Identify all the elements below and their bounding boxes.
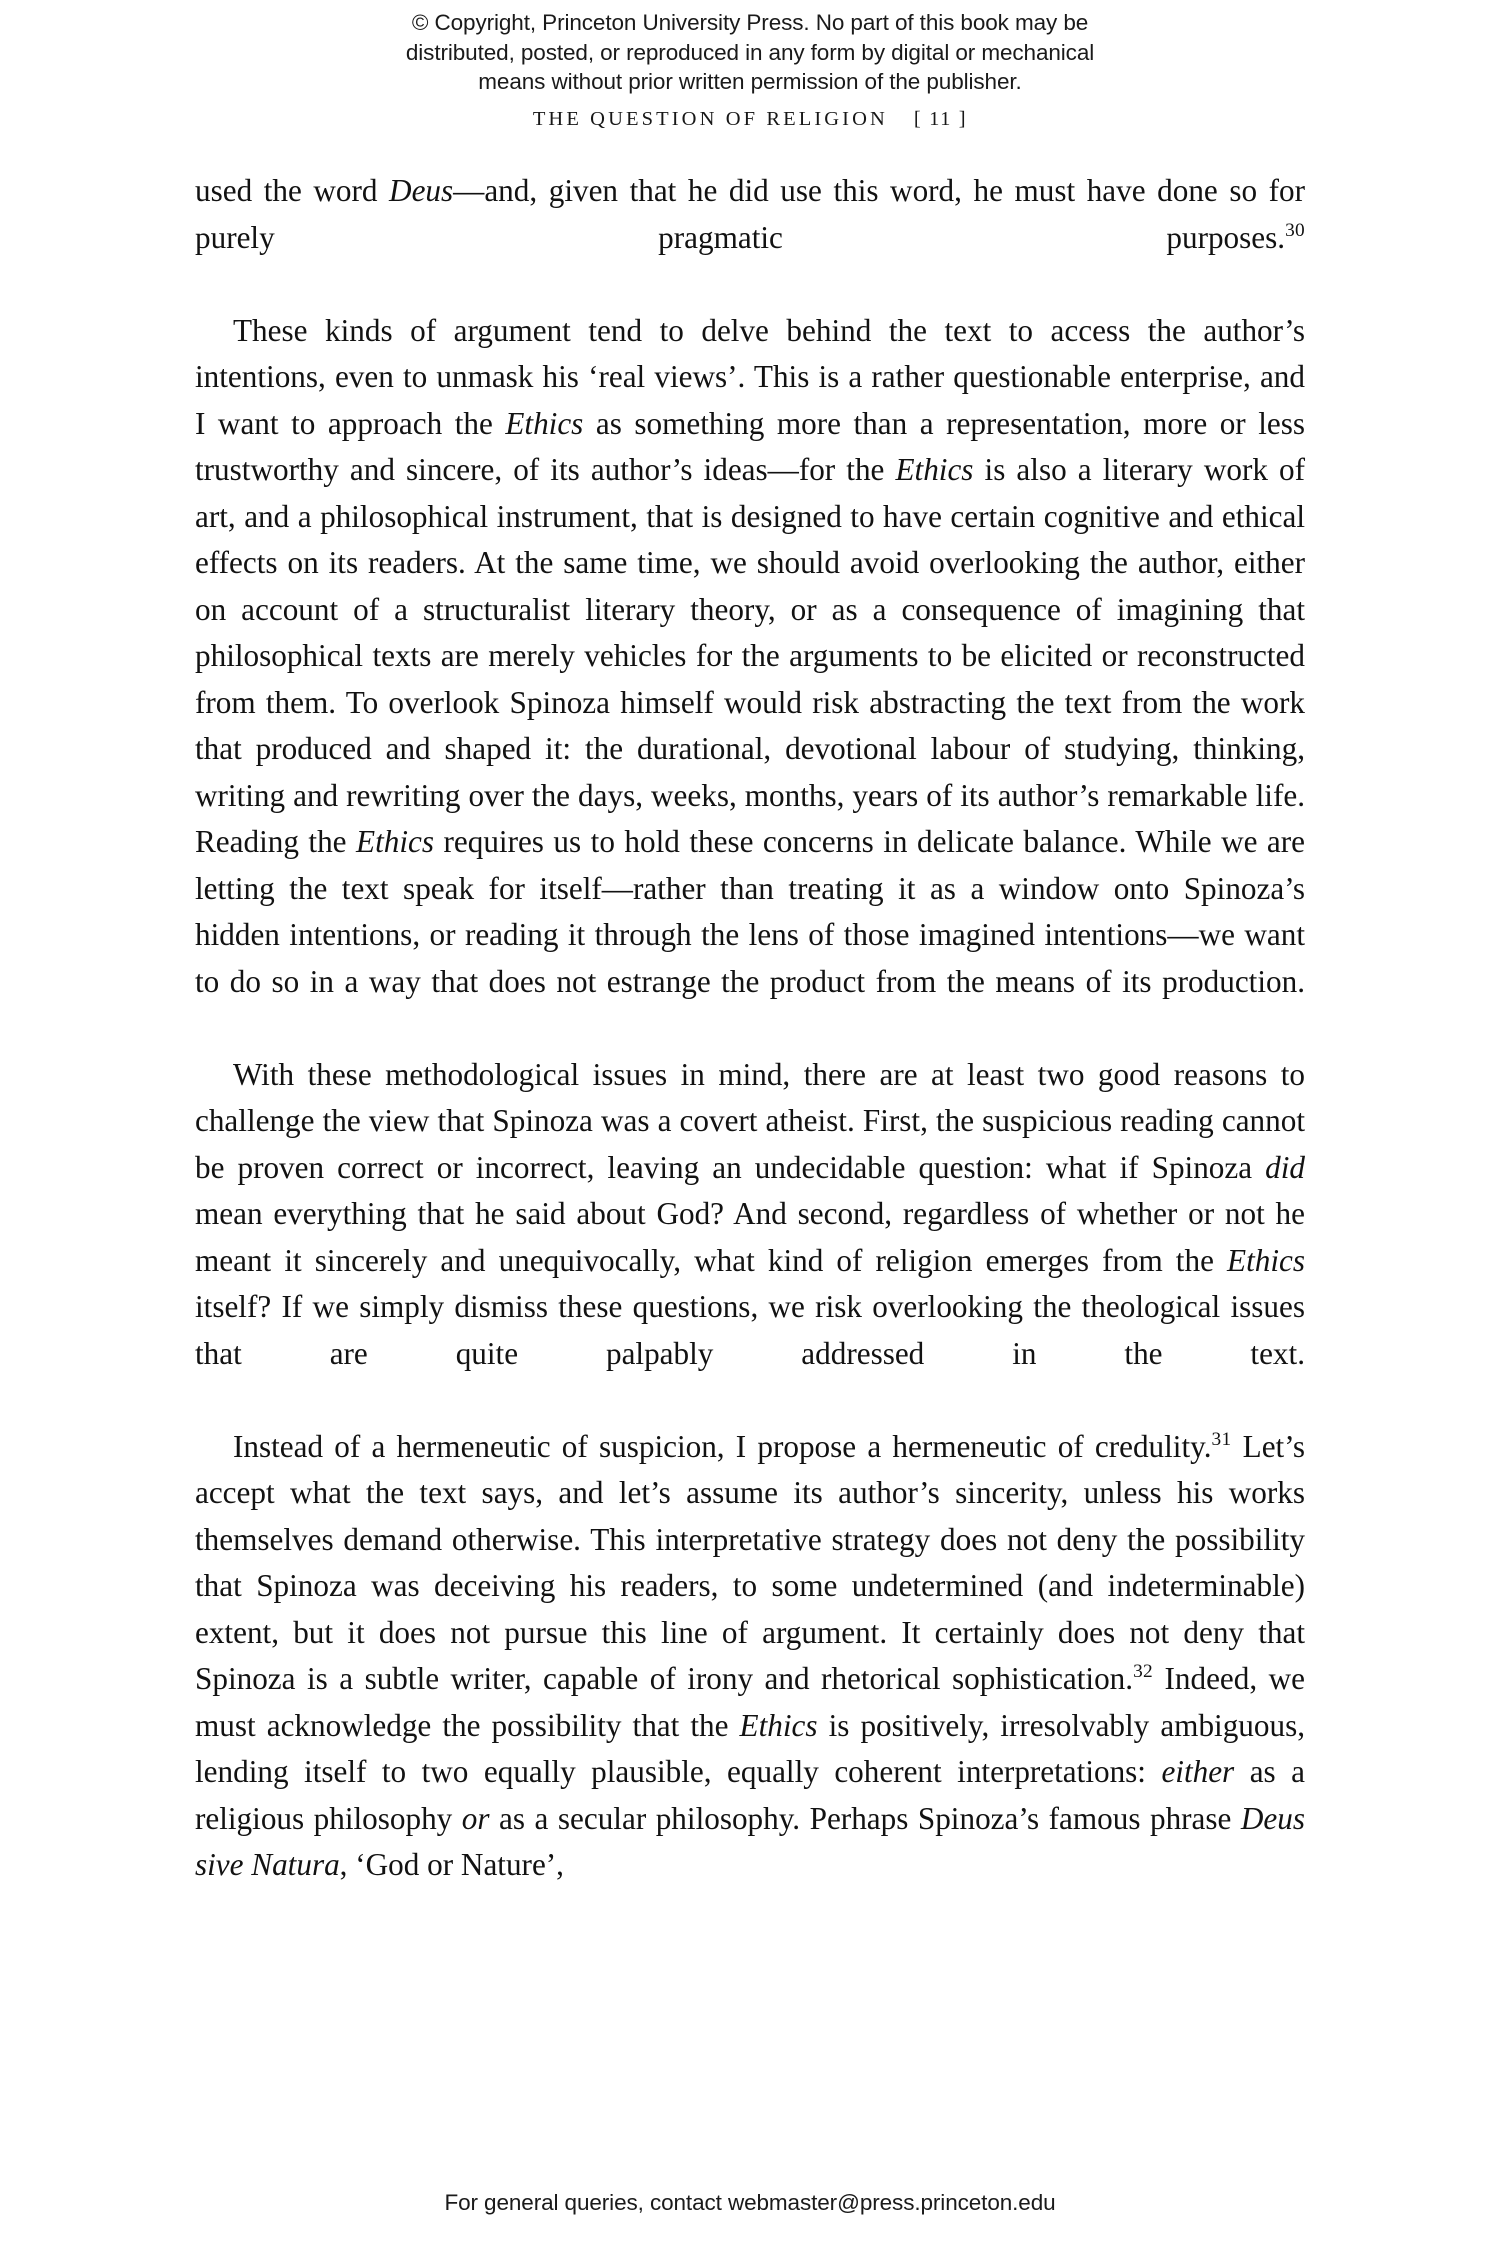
copyright-line-1: © Copyright, Princeton University Press. No part of this book may be	[411, 10, 1089, 35]
italic-phrase: either	[1161, 1754, 1235, 1789]
copyright-line-2: distributed, posted, or reproduced in any form by digital or mechanical	[405, 39, 1095, 65]
italic-phrase: Ethics	[356, 824, 434, 859]
running-head-title: THE QUESTION OF RELIGION	[532, 108, 888, 130]
copyright-notice	[0, 8, 1500, 97]
italic-phrase: Deus sive Natura	[195, 1800, 1306, 1882]
italic-phrase: Ethics	[505, 405, 584, 441]
body-text-column	[195, 168, 1305, 1889]
paragraph-methods-critique: These kinds of argument tend to delve behind the text to access the author’s intentions, even to unmask his ‘real views’. This is a rather questionable enterprise, and I want to approach the Ethics as something more than a representation, more or less trustworthy and sincere, of its author’s ideas—for the Ethics is also a literary work of art, and a philosophical instrument, that is designed to have certain cognitive and ethical effects on its readers. At the same time, we should avoid overlooking the author, either on account of a structuralist literary theory, or as a consequence of imagining that philosophical texts are merely vehicles for the arguments to be elicited or reconstructed from them. To overlook Spinoza himself would risk abstracting the text from the work that produced and shaped it: the durational, devotional labour of studying, thinking, writing and rewriting over the days, weeks, months, years of its author’s remarkable life. Reading the Ethics requires us to hold these concerns in delicate balance. While we are letting the text speak for itself—rather than treating it as a window onto Spinoza’s hidden intentions, or reading it through the lens of those imagined intentions—we want to do so in a way that does not estrange the product from the means of its production.	[195, 312, 1305, 999]
copyright-line-3: means without prior written permission of the publisher.	[478, 69, 1022, 94]
page-footer	[0, 2190, 1500, 2216]
italic-phrase: Ethics	[1227, 1242, 1305, 1278]
italic-phrase: Ethics	[739, 1707, 818, 1743]
footnote-marker[interactable]: 32	[1133, 1661, 1154, 1683]
italic-phrase: did	[1265, 1149, 1305, 1185]
paragraph-continuation: used the word Deus—and, given that he did use this word, he must have done so for purely pragmatic purposes.$^{30}$	[195, 173, 1305, 255]
page-number: [ 11 ]	[913, 108, 968, 130]
footnote-marker[interactable]: 30	[1285, 219, 1305, 241]
footer-text: For general queries, contact webmaster@press.princeton.edu	[444, 2190, 1056, 2215]
italic-phrase: Ethics	[895, 452, 974, 487]
running-head	[0, 108, 1500, 131]
italic-phrase: Deus	[389, 173, 454, 208]
paragraph-hermeneutic-credulity: Instead of a hermeneutic of suspicion, I propose a hermeneutic of credulity.$^{31}$ Let’s accept what the text says, and let’s assume its author’s sincerity, unless his works themselves demand otherwise. This interpretative strategy does not deny the possibility that Spinoza was deceiving his readers, to some undetermined (and indeterminable) extent, but it does not pursue this line of argument. It certainly does not deny that Spinoza is a subtle writer, capable of irony and rhetorical sophistication.$^{32}$ Indeed, we must acknowledge the possibility that the Ethics is positively, irresolvably ambiguous, lending itself to two equally plausible, equally coherent interpretations: either as a religious philosophy or as a secular philosophy. Perhaps Spinoza’s famous phrase Deus sive Natura, ‘God or Nature’,	[195, 1428, 1306, 1882]
footnote-marker[interactable]: 31	[1211, 1428, 1232, 1450]
italic-phrase: or	[461, 1800, 490, 1836]
paragraph-two-reasons: With these methodological issues in mind, there are at least two good reasons to challenge the view that Spinoza was a covert atheist. First, the suspicious reading cannot be proven correct or incorrect, leaving an undecidable question: what if Spinoza did mean everything that he said about God? And second, regardless of whether or not he meant it sincerely and unequivocally, what kind of religion emerges from the Ethics itself? If we simply dismiss these questions, we risk overlooking the theological issues that are quite palpably addressed in the text.	[195, 1056, 1305, 1371]
